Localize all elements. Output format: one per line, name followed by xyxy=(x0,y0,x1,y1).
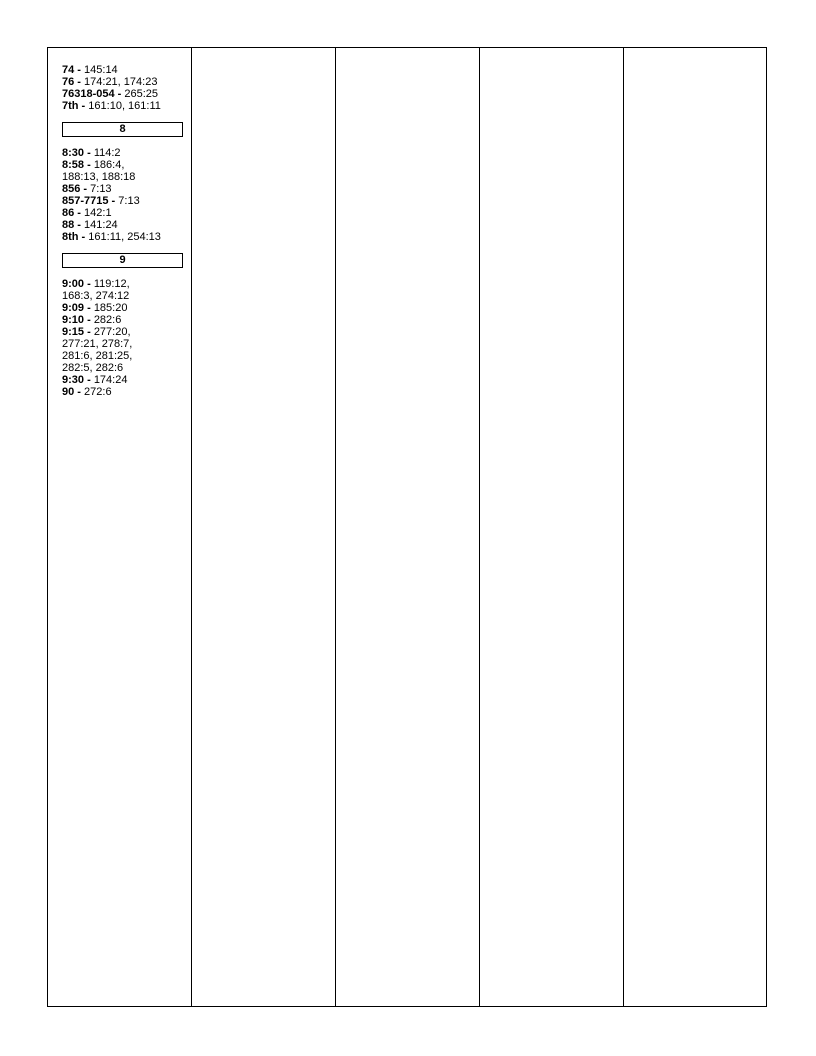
index-refs: 161:11, 254:13 xyxy=(88,231,161,243)
index-term: 86 - xyxy=(62,207,81,219)
index-refs: 142:1 xyxy=(84,207,112,219)
index-entry xyxy=(62,100,185,112)
index-entry xyxy=(62,76,185,88)
index-term: 9:00 - xyxy=(62,278,91,290)
index-term: 76 - xyxy=(62,76,81,88)
index-entry xyxy=(62,326,185,338)
index-entry-continuation: 277:21, 278:7, xyxy=(62,338,133,350)
index-entry-continuation: 282:5, 282:6 xyxy=(62,362,124,374)
index-entry xyxy=(62,374,185,386)
index-refs: 277:20, xyxy=(93,326,131,338)
index-entry xyxy=(62,231,185,243)
index-term: 9:15 - xyxy=(62,326,91,338)
index-refs: 282:6 xyxy=(93,314,122,326)
index-term: 857-7715 - xyxy=(62,195,116,207)
index-refs: 161:10, 161:11 xyxy=(88,100,161,112)
index-refs: 114:2 xyxy=(93,147,121,159)
index-refs: 272:6 xyxy=(84,386,112,398)
index-term: 74 - xyxy=(62,64,81,76)
index-refs: 265:25 xyxy=(124,88,159,100)
index-entry xyxy=(62,88,185,100)
index-column-5 xyxy=(624,48,768,1006)
index-column-4 xyxy=(480,48,624,1006)
index-refs: 145:14 xyxy=(84,64,118,76)
index-refs: 7:13 xyxy=(118,195,140,207)
index-term: 8th - xyxy=(62,231,86,243)
index-refs: 119:12, xyxy=(93,278,130,290)
index-column-2 xyxy=(192,48,336,1006)
index-entry xyxy=(62,314,185,326)
index-refs: 174:24 xyxy=(93,374,128,386)
index-term: 9:10 - xyxy=(62,314,91,326)
section-header-9: 9 xyxy=(62,253,183,268)
word-index-grid xyxy=(47,47,767,1007)
index-entry-continuation: 188:13, 188:18 xyxy=(62,171,136,183)
index-refs: 7:13 xyxy=(90,183,112,195)
index-term: 9:09 - xyxy=(62,302,91,314)
index-entry xyxy=(62,64,185,76)
index-entry xyxy=(62,219,185,231)
index-term: 7th - xyxy=(62,100,86,112)
index-entry xyxy=(62,159,185,171)
index-refs: 186:4, xyxy=(93,159,125,171)
index-term: 90 - xyxy=(62,386,81,398)
section-header-8: 8 xyxy=(62,122,183,137)
index-term: 9:30 - xyxy=(62,374,91,386)
index-column-1 xyxy=(48,48,192,1006)
index-refs: 141:24 xyxy=(84,219,118,231)
index-entry xyxy=(62,147,185,159)
index-entry xyxy=(62,386,185,398)
index-entry-continuation: 281:6, 281:25, xyxy=(62,350,133,362)
index-term: 76318-054 - xyxy=(62,88,122,100)
index-term: 856 - xyxy=(62,183,88,195)
index-entry-continuation: 168:3, 274:12 xyxy=(62,290,130,302)
index-term: 8:58 - xyxy=(62,159,91,171)
index-term: 88 - xyxy=(62,219,81,231)
index-entry xyxy=(62,195,185,207)
index-column-content xyxy=(48,48,191,398)
index-entry xyxy=(62,183,185,195)
index-entry xyxy=(62,278,185,290)
index-entry xyxy=(62,302,185,314)
index-refs: 185:20 xyxy=(93,302,128,314)
index-column-3 xyxy=(336,48,480,1006)
index-entry xyxy=(62,207,185,219)
index-refs: 174:21, 174:23 xyxy=(84,76,158,88)
index-term: 8:30 - xyxy=(62,147,91,159)
